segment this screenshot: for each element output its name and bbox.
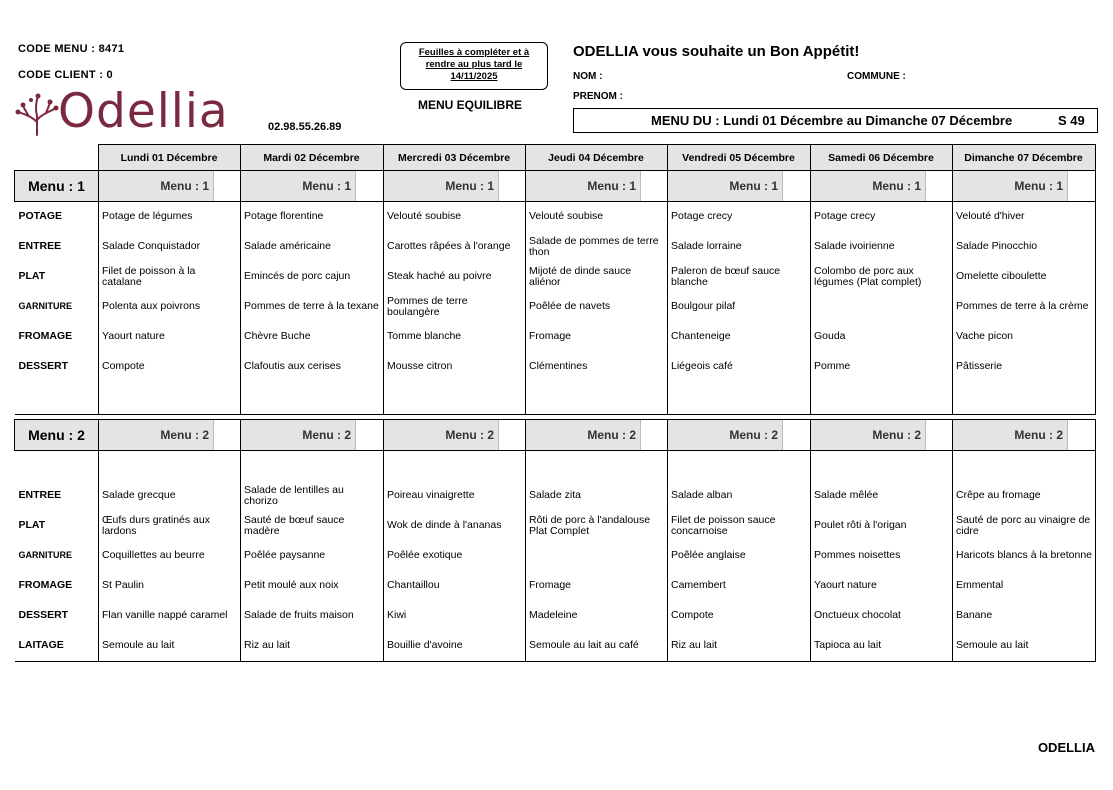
menu2-cell-label: Menu : 2 — [668, 420, 782, 450]
menu1-count-field[interactable] — [498, 171, 525, 201]
dish: Carottes râpées à l'orange — [384, 232, 526, 262]
dish: Onctueux chocolat — [811, 601, 953, 631]
menu1-count-field[interactable] — [925, 171, 952, 201]
course-label: POTAGE — [18, 210, 63, 223]
nom-label: NOM : — [573, 71, 603, 82]
dish: Bouillie d'avoine — [384, 631, 526, 662]
code-menu-label: CODE MENU : — [18, 43, 96, 55]
dish: Yaourt nature — [99, 322, 241, 352]
menu2-cell-label: Menu : 2 — [384, 420, 498, 450]
dish: Salade Conquistador — [99, 232, 241, 262]
dish: Clémentines — [526, 352, 668, 382]
dish: Velouté soubise — [384, 202, 526, 233]
menu1-count-field[interactable] — [355, 171, 383, 201]
course-label: FROMAGE — [18, 579, 73, 592]
phone: 02.98.55.26.89 — [268, 121, 342, 133]
dish: Banane — [953, 601, 1096, 631]
dish: Steak haché au poivre — [384, 262, 526, 292]
notice-line: rendre au plus tard le — [425, 59, 523, 70]
menu2-count-field[interactable] — [213, 420, 240, 450]
day-header: Mercredi 03 Décembre — [383, 145, 525, 171]
dish: Potage florentine — [241, 202, 384, 233]
dish: Chanteneige — [668, 322, 811, 352]
dish: Semoule au lait au café — [526, 631, 668, 662]
menu2-body — [15, 451, 1096, 662]
dish: Compote — [99, 352, 241, 382]
dish: Poêlée paysanne — [241, 541, 384, 571]
code-client-label: CODE CLIENT : — [18, 69, 104, 81]
commune-label: COMMUNE : — [847, 71, 906, 82]
menu-du: MENU DU : Lundi 01 Décembre au Dimanche 07 Décembre — [651, 113, 1013, 128]
dish: Pommes noisettes — [811, 541, 953, 571]
dish: Salade de fruits maison — [241, 601, 384, 631]
dish: Salade alban — [668, 481, 811, 511]
dish: Fromage — [526, 322, 668, 352]
dish: Petit moulé aux noix — [241, 571, 384, 601]
menu-du-box — [573, 108, 1098, 133]
empty-cell — [953, 451, 1096, 482]
course-label: GARNITURE — [18, 301, 72, 312]
menu1-body — [15, 202, 1096, 415]
dish: Riz au lait — [241, 631, 384, 662]
empty-cell — [668, 451, 811, 482]
dish: Pommes de terre à la texane — [241, 292, 384, 322]
empty-cell — [526, 382, 668, 415]
dish: Fromage — [526, 571, 668, 601]
code-client-value: 0 — [106, 69, 113, 81]
course-label: LAITAGE — [15, 631, 99, 662]
dish: Camembert — [668, 571, 811, 601]
dish: Emincés de porc cajun — [241, 262, 384, 292]
code-client — [18, 69, 113, 81]
dish: Velouté soubise — [526, 202, 668, 233]
dish: Potage crecy — [668, 202, 811, 233]
dish: Velouté d'hiver — [953, 202, 1096, 233]
dish: Tomme blanche — [384, 322, 526, 352]
dish: Clafoutis aux cerises — [241, 352, 384, 382]
dish: Haricots blancs à la bretonne — [953, 541, 1096, 571]
dish: Colombo de porc aux légumes (Plat complet) — [811, 262, 953, 292]
notice-date: 14/11/2025 — [450, 71, 498, 82]
spacer-cell — [15, 382, 99, 415]
dish: Mijoté de dinde sauce aliénor — [526, 262, 668, 292]
course-label: DESSERT — [18, 609, 69, 622]
dish: Yaourt nature — [811, 571, 953, 601]
dish: Flan vanille nappé caramel — [99, 601, 241, 631]
notice-box — [400, 42, 548, 90]
menu1-cell-label: Menu : 1 — [953, 171, 1067, 201]
dish: Boulgour pilaf — [668, 292, 811, 322]
day-header: Jeudi 04 Décembre — [525, 145, 667, 171]
dish: Madeleine — [526, 601, 668, 631]
dish: Chèvre Buche — [241, 322, 384, 352]
menu2-count-field[interactable] — [640, 420, 667, 450]
dish: Salade de lentilles au chorizo — [241, 481, 384, 511]
dish: Salade américaine — [241, 232, 384, 262]
menu2-table — [14, 419, 1096, 662]
dish: Sauté de bœuf sauce madère — [241, 511, 384, 541]
menu2-count-field[interactable] — [782, 420, 810, 450]
dish: Wok de dinde à l'ananas — [384, 511, 526, 541]
dish: Crêpe au fromage — [953, 481, 1096, 511]
empty-cell — [99, 451, 241, 482]
dish: Poêlée de navets — [526, 292, 668, 322]
menu1-count-field[interactable] — [782, 171, 810, 201]
dish: Filet de poisson sauce concarnoise — [668, 511, 811, 541]
course-label: ENTREE — [18, 240, 62, 253]
day-header: Vendredi 05 Décembre — [667, 145, 810, 171]
dish: Semoule au lait — [99, 631, 241, 662]
empty-cell — [526, 451, 668, 482]
dish: Pommes de terre à la crème — [953, 292, 1096, 322]
greeting: ODELLIA vous souhaite un Bon Appétit! — [573, 43, 860, 60]
footer-brand: ODELLIA — [1037, 740, 1095, 755]
dish — [526, 541, 668, 571]
dish: St Paulin — [99, 571, 241, 601]
dish: Mousse citron — [384, 352, 526, 382]
course-label: FROMAGE — [18, 330, 73, 343]
day-header: Lundi 01 Décembre — [98, 145, 240, 171]
dish: Riz au lait — [668, 631, 811, 662]
menu1-count-field[interactable] — [213, 171, 240, 201]
dish: Compote — [668, 601, 811, 631]
dish: Kiwi — [384, 601, 526, 631]
dish: Salade mêlée — [811, 481, 953, 511]
dish: Potage crecy — [811, 202, 953, 233]
dish: Gouda — [811, 322, 953, 352]
day-header-row — [14, 144, 1096, 171]
dish: Œufs durs gratinés aux lardons — [99, 511, 241, 541]
empty-cell — [241, 451, 384, 482]
dish: Semoule au lait — [953, 631, 1096, 662]
course-label: GARNITURE — [18, 550, 72, 561]
dish: Poêlée anglaise — [668, 541, 811, 571]
dish: Salade zita — [526, 481, 668, 511]
dish: Salade grecque — [99, 481, 241, 511]
menu1-cell-label: Menu : 1 — [811, 171, 925, 201]
empty-cell — [811, 451, 953, 482]
menu2-count-field[interactable] — [498, 420, 525, 450]
course-label: ENTREE — [18, 489, 62, 502]
menu1-cell-label: Menu : 1 — [668, 171, 782, 201]
day-header: Mardi 02 Décembre — [240, 145, 383, 171]
empty-cell — [384, 382, 526, 415]
logo-text: Odellia — [58, 84, 229, 139]
course-label: DESSERT — [18, 360, 69, 373]
dish: Omelette ciboulette — [953, 262, 1096, 292]
notice-line: Feuilles à compléter et à — [418, 47, 530, 58]
empty-cell — [953, 382, 1096, 415]
menu2-cell-label: Menu : 2 — [526, 420, 640, 450]
dish: Paleron de bœuf sauce blanche — [668, 262, 811, 292]
menu-type: MENU EQUILIBRE — [418, 98, 523, 112]
dish: Polenta aux poivrons — [99, 292, 241, 322]
spacer-cell — [15, 451, 99, 482]
dish: Filet de poisson à la catalane — [99, 262, 241, 292]
dish: Poulet rôti à l'origan — [811, 511, 953, 541]
dish: Salade lorraine — [668, 232, 811, 262]
empty-cell — [668, 382, 811, 415]
menu2-cell-label: Menu : 2 — [953, 420, 1067, 450]
dish: Liégeois café — [668, 352, 811, 382]
dish: Potage de légumes — [99, 202, 241, 233]
dish: Pâtisserie — [953, 352, 1096, 382]
empty-cell — [99, 382, 241, 415]
dish: Poireau vinaigrette — [384, 481, 526, 511]
dish: Vache picon — [953, 322, 1096, 352]
code-menu — [18, 43, 124, 55]
code-menu-value: 8471 — [98, 43, 125, 55]
dish: Emmental — [953, 571, 1096, 601]
empty-cell — [241, 382, 384, 415]
corner-blank — [14, 145, 98, 171]
menu2-count-field[interactable] — [1067, 420, 1095, 450]
dish: Sauté de porc au vinaigre de cidre — [953, 511, 1096, 541]
menu1-cell-label: Menu : 1 — [526, 171, 640, 201]
dish: Salade ivoirienne — [811, 232, 953, 262]
menu2-cell-label: Menu : 2 — [811, 420, 925, 450]
menu1-count-field[interactable] — [640, 171, 667, 201]
menu2-title: Menu : 2 — [15, 420, 99, 451]
week-number: S 49 — [1058, 113, 1085, 128]
menu1-cell-label: Menu : 1 — [99, 171, 213, 201]
dish — [811, 292, 953, 322]
menu1-title: Menu : 1 — [15, 171, 99, 202]
course-label: PLAT — [18, 519, 46, 532]
dish: Chantaillou — [384, 571, 526, 601]
day-header: Dimanche 07 Décembre — [952, 145, 1095, 171]
menu1-table — [14, 170, 1096, 415]
menu2-cell-label: Menu : 2 — [99, 420, 213, 450]
dish: Coquillettes au beurre — [99, 541, 241, 571]
menu1-count-field[interactable] — [1067, 171, 1095, 201]
empty-cell — [811, 382, 953, 415]
day-header: Samedi 06 Décembre — [810, 145, 952, 171]
menu2-count-field[interactable] — [355, 420, 383, 450]
course-label: PLAT — [18, 270, 46, 283]
dish: Salade Pinocchio — [953, 232, 1096, 262]
menu2-count-field[interactable] — [925, 420, 952, 450]
logo-tree-icon — [14, 92, 60, 136]
prenom-label: PRENOM : — [573, 91, 623, 102]
dish: Poêlée exotique — [384, 541, 526, 571]
menu1-cell-label: Menu : 1 — [384, 171, 498, 201]
menu2-cell-label: Menu : 2 — [241, 420, 355, 450]
dish: Pommes de terre boulangère — [384, 292, 526, 322]
dish: Rôti de porc à l'andalouse Plat Complet — [526, 511, 668, 541]
dish: Salade de pommes de terre thon — [526, 232, 668, 262]
dish: Pomme — [811, 352, 953, 382]
menu1-cell-label: Menu : 1 — [241, 171, 355, 201]
empty-cell — [384, 451, 526, 482]
dish: Tapioca au lait — [811, 631, 953, 662]
